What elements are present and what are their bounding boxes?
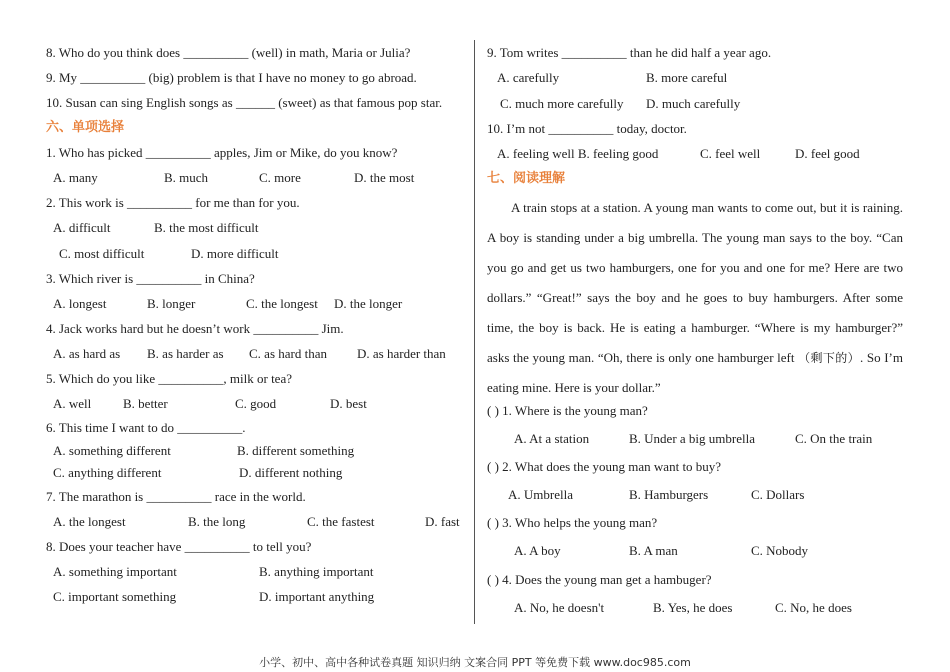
page-footer: 小学、初中、高中各种试卷真题 知识归纳 文案合同 PPT 等免费下载 www.doc985.com (259, 656, 691, 669)
q1-stem: 1. Who has picked __________ apples, Jim or Mike, do you know? (46, 145, 398, 160)
q7-stem: 7. The marathon is __________ race in the world. (46, 489, 306, 504)
q9-option-a: A. carefully (497, 70, 560, 85)
q5-option-a: A. well (53, 396, 92, 411)
passage-gloss: （剩下的） (798, 351, 860, 365)
q2-option-b: B. the most difficult (154, 220, 259, 235)
q3-option-d: D. the longer (334, 296, 403, 311)
r1-option-b: B. Under a big umbrella (629, 431, 755, 446)
q2-stem: 2. This work is __________ for me than for you. (46, 195, 300, 210)
r3-option-b: B. A man (629, 543, 678, 558)
q5-option-d: D. best (330, 396, 367, 411)
q4-option-a: A. as hard as (53, 346, 121, 361)
q8-option-b: B. anything important (259, 564, 374, 579)
q5-stem: 5. Which do you like __________, milk or tea? (46, 371, 292, 386)
q8-option-a: A. something important (53, 564, 177, 579)
r1-stem: ( ) 1. Where is the young man? (487, 403, 648, 418)
q7-option-c: C. the fastest (307, 514, 375, 529)
r4-option-c: C. No, he does (775, 600, 852, 615)
r3-option-a: A. A boy (514, 543, 561, 558)
q8-option-d: D. important anything (259, 589, 375, 604)
q9-stem: 9. Tom writes __________ than he did half a year ago. (487, 45, 772, 60)
r3-option-c: C. Nobody (751, 543, 809, 558)
r1-option-a: A. At a station (514, 431, 590, 446)
fill-question-10: 10. Susan can sing English songs as ______ (sweet) as that famous pop star. (46, 95, 443, 110)
section-7-title: 七、阅读理解 (487, 171, 566, 186)
q1-option-b: B. much (164, 170, 209, 185)
q9-option-d: D. much carefully (646, 96, 741, 111)
r1-option-c: C. On the train (795, 431, 873, 446)
q3-stem: 3. Which river is __________ in China? (46, 271, 255, 286)
r2-option-c: C. Dollars (751, 487, 805, 502)
q6-option-a: A. something different (53, 443, 171, 458)
q10-option-d: D. feel good (795, 146, 860, 161)
q6-stem: 6. This time I want to do __________. (46, 420, 246, 435)
q3-option-a: A. longest (53, 296, 107, 311)
q3-option-b: B. longer (147, 296, 196, 311)
q10-option-c: C. feel well (700, 146, 761, 161)
fill-question-8: 8. Who do you think does __________ (well) in math, Maria or Julia? (46, 45, 411, 60)
reading-passage (487, 193, 903, 403)
q4-option-b: B. as harder as (147, 346, 224, 361)
q7-option-a: A. the longest (53, 514, 126, 529)
r4-stem: ( ) 4. Does the young man get a hambuger? (487, 572, 712, 587)
r2-option-a: A. Umbrella (508, 487, 573, 502)
column-divider (474, 40, 475, 624)
q5-option-b: B. better (123, 396, 168, 411)
q6-option-d: D. different nothing (239, 465, 343, 480)
q4-stem: 4. Jack works hard but he doesn’t work __________ Jim. (46, 321, 344, 336)
q2-option-c: C. most difficult (59, 246, 145, 261)
q2-option-d: D. more difficult (191, 246, 279, 261)
r4-option-a: A. No, he doesn't (514, 600, 605, 615)
r3-stem: ( ) 3. Who helps the young man? (487, 515, 658, 530)
r2-option-b: B. Hamburgers (629, 487, 709, 502)
q4-option-c: C. as hard than (249, 346, 327, 361)
passage-text-2: . So I’m eating mine. Here is your dollar.” (487, 350, 903, 395)
q8-option-c: C. important something (53, 589, 177, 604)
q7-option-b: B. the long (188, 514, 246, 529)
q9-option-c: C. much more carefully (500, 96, 624, 111)
q6-option-c: C. anything different (53, 465, 162, 480)
q1-option-a: A. many (53, 170, 98, 185)
passage-text-1: A train stops at a station. A young man wants to come out, but it is raining. A boy is standing under a big umbrella. The young man says to the boy. “Can you go and get us two hamburgers, one for you and one for me? Here are two dollars.” “Great!” says the boy and he goes to buy hamburgers. After some time, the boy is back. He is eating a hamburger. “Where is my hamburger?” asks the young man. “Oh, there is only one hamburger left (487, 200, 903, 365)
r4-option-b: B. Yes, he does (653, 600, 733, 615)
q10-option-ab: A. feeling well B. feeling good (497, 146, 659, 161)
q9-option-b: B. more careful (646, 70, 728, 85)
q3-option-c: C. the longest (246, 296, 318, 311)
q7-option-d: D. fast (425, 514, 460, 529)
q6-option-b: B. different something (237, 443, 355, 458)
fill-question-9: 9. My __________ (big) problem is that I have no money to go abroad. (46, 70, 417, 85)
r2-stem: ( ) 2. What does the young man want to buy? (487, 459, 722, 474)
q1-option-d: D. the most (354, 170, 415, 185)
q2-option-a: A. difficult (53, 220, 111, 235)
q8-stem: 8. Does your teacher have __________ to tell you? (46, 539, 312, 554)
q5-option-c: C. good (235, 396, 277, 411)
q4-option-d: D. as harder than (357, 346, 446, 361)
q1-option-c: C. more (259, 170, 301, 185)
section-6-title: 六、单项选择 (46, 120, 125, 135)
q10-stem: 10. I’m not __________ today, doctor. (487, 121, 687, 136)
